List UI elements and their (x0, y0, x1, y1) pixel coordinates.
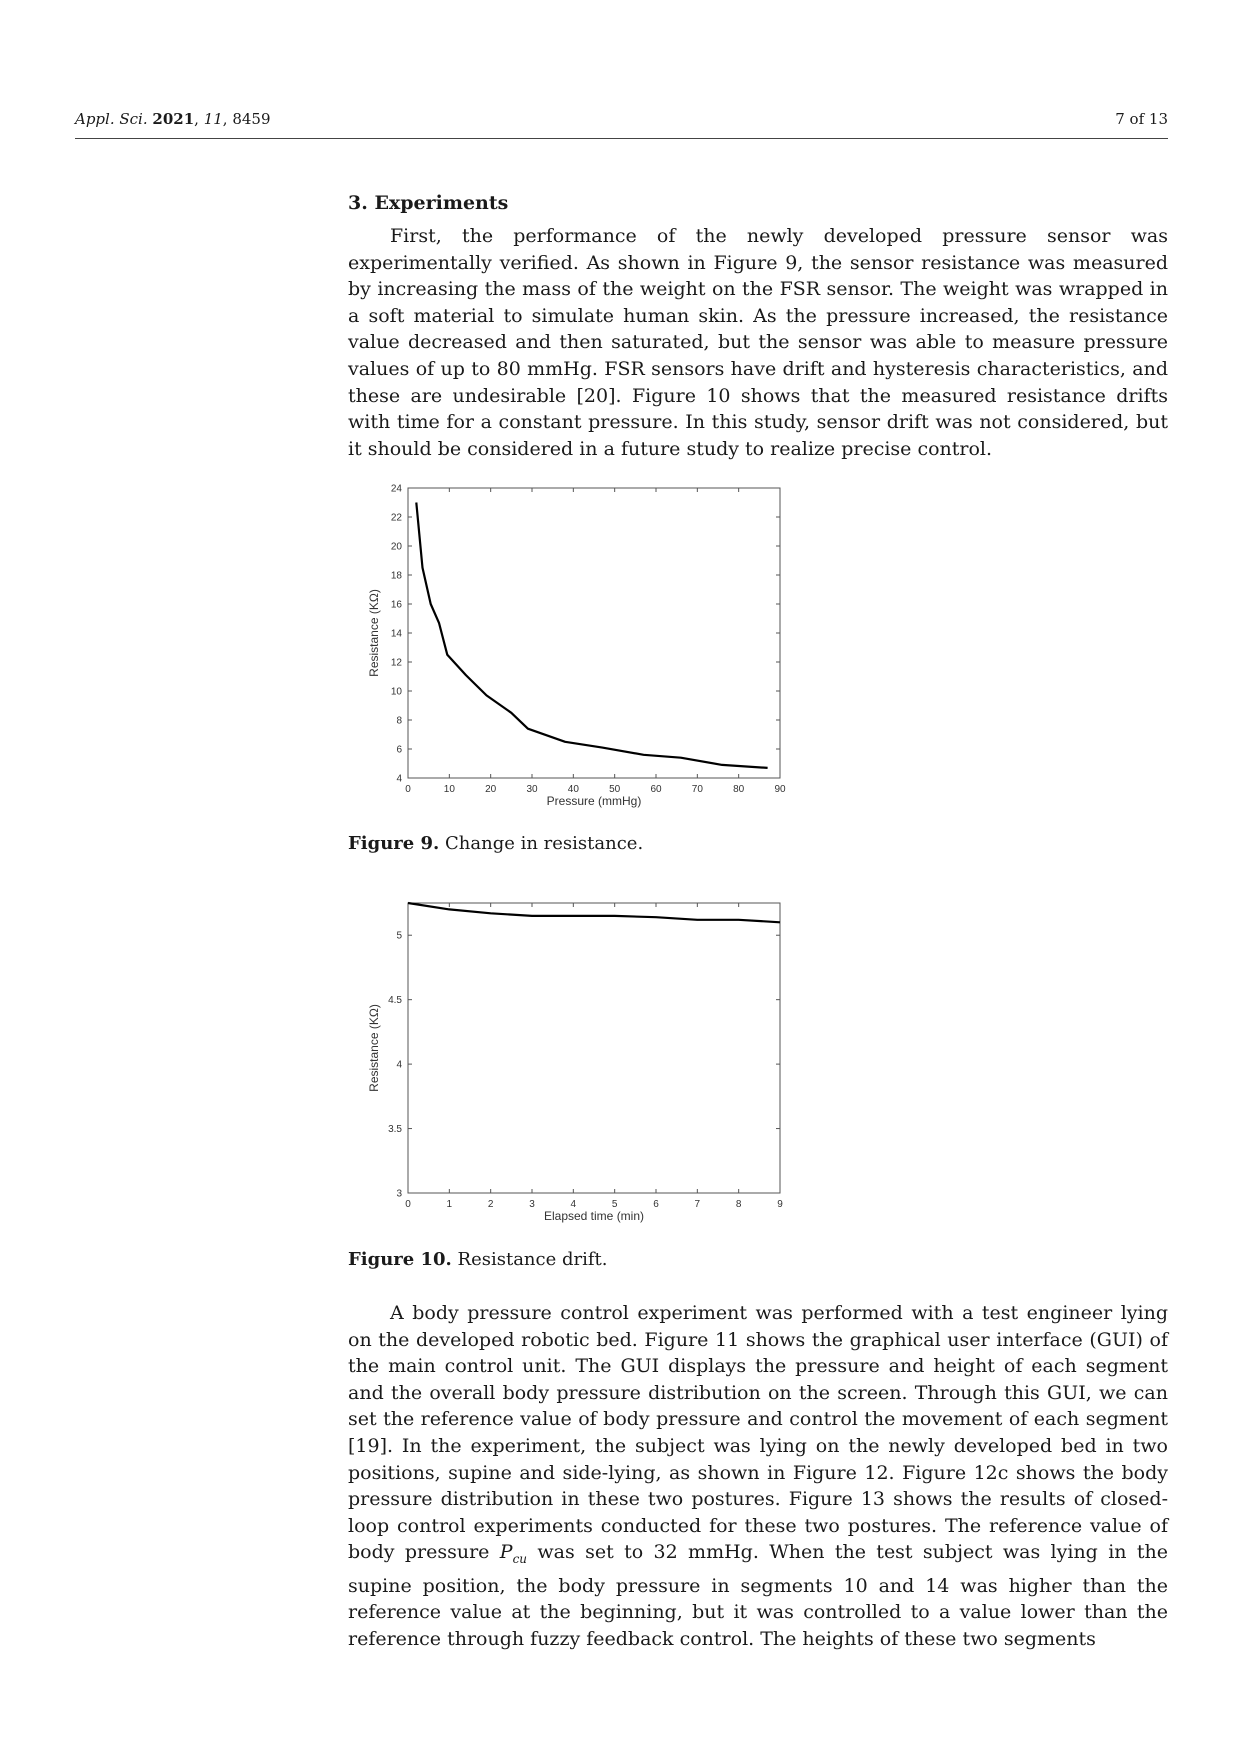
page-number: 7 of 13 (1115, 110, 1168, 128)
fig10-x-tick-label: 1 (446, 1199, 453, 1210)
fig9-x-tick-label: 0 (405, 784, 411, 795)
fig9-x-tick-label: 50 (609, 784, 621, 795)
fig10-y-tick-label: 5 (396, 930, 402, 942)
symbol-p: P (499, 1541, 513, 1564)
fig9-plot-frame (408, 488, 780, 778)
header-rule (75, 138, 1168, 139)
fig10-x-tick-label: 0 (405, 1199, 411, 1210)
fig9-y-tick-label: 18 (390, 570, 402, 582)
fig9-x-tick-label: 10 (443, 784, 455, 795)
journal-year: 2021 (152, 110, 195, 128)
running-header-citation: Appl. Sci. 2021, 11, 8459 (75, 110, 271, 128)
fig9-y-tick-label: 22 (390, 512, 402, 524)
fig9-y-tick-label: 14 (390, 628, 402, 640)
fig10-y-tick-label: 4 (396, 1059, 402, 1071)
fig9-x-tick-label: 60 (650, 784, 662, 795)
fig9-y-tick-label: 10 (390, 686, 402, 698)
fig9-y-tick-label: 6 (396, 744, 402, 756)
fig10-y-tick-label: 3.5 (388, 1124, 402, 1136)
fig9-y-axis-label: Resistance (KΩ) (367, 589, 381, 677)
figure-10-chart (360, 895, 800, 1240)
figure-9-caption-text: Change in resistance. (439, 833, 644, 854)
figure-9-chart (360, 480, 800, 825)
fig9-x-tick-label: 20 (485, 784, 497, 795)
section-title: 3. Experiments (348, 192, 509, 214)
paragraph-1 (348, 223, 1168, 462)
figure-10-caption (348, 1249, 607, 1270)
fig10-data-line (408, 903, 780, 922)
journal-name: Appl. Sci. (75, 110, 148, 128)
fig9-x-axis-label: Pressure (mmHg) (546, 794, 642, 808)
fig10-y-tick-label: 4.5 (388, 995, 402, 1007)
fig10-x-tick-label: 2 (487, 1199, 494, 1210)
fig10-x-tick-label: 7 (694, 1199, 701, 1210)
fig10-plot-frame (408, 903, 780, 1193)
fig9-x-tick-label: 30 (526, 784, 538, 795)
fig10-x-tick-label: 5 (611, 1199, 618, 1210)
fig9-y-tick-label: 12 (390, 657, 402, 669)
paragraph-2-text-a: A body pressure control experiment was performed with a test engineer lying on the developed robotic bed. Figure 11 shows the graphical user interface (GUI) of the main control unit. The GUI displays the pressure and height of each segment and the overall body pressure distribution on the screen. Through this GUI, we can set the reference value of body pressure and control the movement of each segment [19]. In the experiment, the subject was lying on the newly developed bed in two positions, supine and side-lying, as shown in Figure 12. Figure 12c shows the body pressure distribution in these two postures. Figure 13 shows the results of closed-loop control experiments conducted for these two postures. The reference value of body pressure (348, 1302, 1168, 1564)
paragraph-2-text-b: was set to 32 mmHg. When the test subject was lying in the supine position, the body pressure in segments 10 and 14 was higher than the reference value at the beginning, but it was controlled to a value lower than the reference through fuzzy feedback control. The heights of these two segments (348, 1541, 1168, 1650)
fig10-y-axis-label: Resistance (KΩ) (367, 1004, 381, 1092)
paragraph-1-text: First, the performance of the newly developed pressure sensor was experimentally verified. As shown in Figure 9, the sensor resistance was measured by increasing the mass of the weight on the FSR sensor. The weight was wrapped in a soft material to simulate human skin. As the pressure increased, the resistance value decreased and then saturated, but the sensor was able to measure pressure values of up to 80 mmHg. FSR sensors have drift and hysteresis characteristics, and these are undesirable [20]. Figure 10 shows that the measured resistance drifts with time for a constant pressure. In this study, sensor drift was not considered, but it should be considered in a future study to realize precise control. (348, 225, 1168, 460)
article-number: 8459 (232, 110, 271, 128)
fig9-data-line (416, 503, 767, 768)
fig10-x-tick-label: 4 (570, 1199, 577, 1210)
fig9-y-tick-label: 24 (390, 483, 402, 495)
journal-volume: 11 (203, 110, 223, 128)
fig9-x-tick-label: 40 (567, 784, 579, 795)
fig9-y-tick-label: 16 (390, 599, 402, 611)
fig9-y-tick-label: 20 (390, 541, 402, 553)
fig10-x-tick-label: 6 (653, 1199, 659, 1210)
figure-9-label: Figure 9. (348, 833, 440, 854)
fig9-x-tick-label: 70 (691, 784, 703, 795)
fig9-x-tick-label: 90 (774, 784, 786, 795)
fig10-x-tick-label: 9 (777, 1199, 783, 1210)
fig9-y-tick-label: 4 (396, 773, 402, 785)
fig10-x-axis-label: Elapsed time (min) (543, 1209, 645, 1223)
symbol-subscript: cu (512, 1552, 528, 1567)
fig10-x-tick-label: 8 (735, 1199, 742, 1210)
paragraph-2 (348, 1300, 1168, 1653)
figure-10-label: Figure 10. (348, 1249, 452, 1270)
fig9-y-tick-label: 8 (396, 715, 402, 727)
fig10-x-tick-label: 3 (529, 1199, 535, 1210)
figure-9-caption (348, 833, 643, 854)
fig10-y-tick-label: 3 (396, 1188, 402, 1200)
fig9-x-tick-label: 80 (733, 784, 745, 795)
figure-10-caption-text: Resistance drift. (451, 1249, 608, 1270)
